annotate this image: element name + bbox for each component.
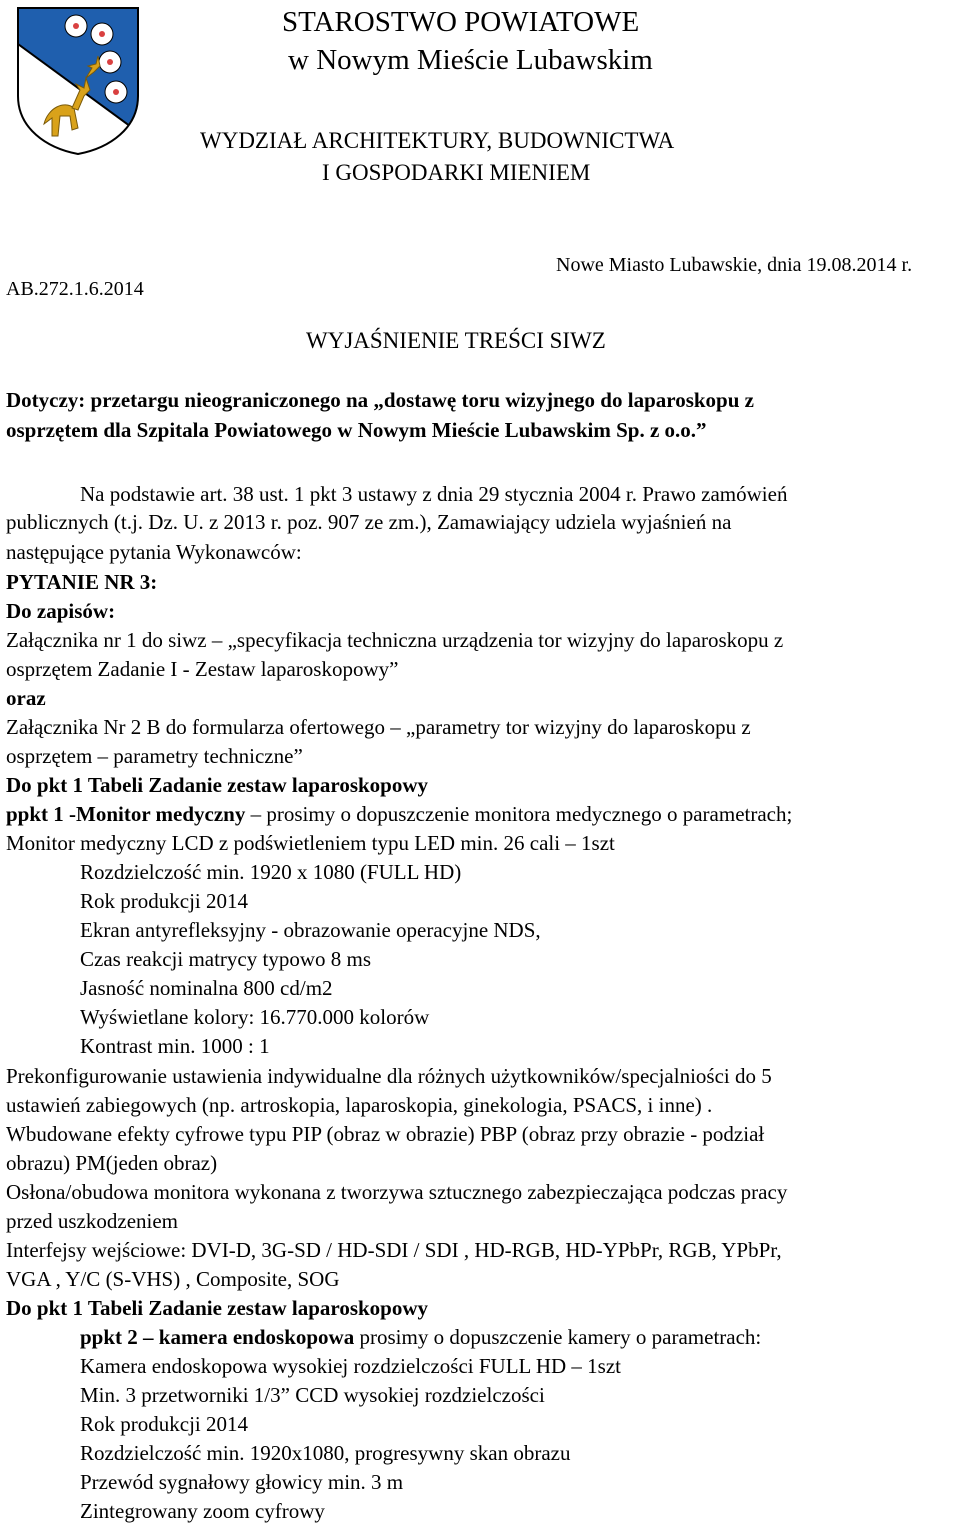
body-line: Załącznika Nr 2 B do formularza ofertowego – „parametry tor wizyjny do laparoskopu z	[6, 715, 751, 739]
camera-spec: Przewód sygnałowy głowicy min. 3 m	[80, 1470, 404, 1494]
org-name-line1: STAROSTWO POWIATOWE	[282, 6, 640, 38]
body-line: Osłona/obudowa monitora wykonana z tworzywa sztucznego zabezpieczająca podczas pracy	[6, 1180, 788, 1204]
department-line2: I GOSPODARKI MIENIEM	[322, 160, 591, 185]
question-subheading: Do zapisów:	[6, 599, 116, 623]
monitor-spec: Ekran antyrefleksyjny - obrazowanie operacyjne NDS,	[80, 918, 541, 942]
body-line: Na podstawie art. 38 ust. 1 pkt 3 ustawy z dnia 29 stycznia 2004 r. Prawo zamówień	[80, 482, 788, 506]
document-title: WYJAŚNIENIE TREŚCI SIWZ	[306, 328, 606, 353]
ppkt1-text: – prosimy o dopuszczenie monitora medycznego o parametrach;	[245, 802, 793, 826]
camera-spec: Kamera endoskopowa wysokiej rozdzielczości FULL HD – 1szt	[80, 1354, 621, 1378]
camera-spec: Min. 3 przetworniki 1/3” CCD wysokiej rozdzielczości	[80, 1383, 545, 1407]
subject-line1	[6, 388, 754, 413]
body-line: obrazu) PM(jeden obraz)	[6, 1151, 218, 1175]
ppkt2-line	[80, 1325, 761, 1350]
camera-spec: Rozdzielczość min. 1920x1080, progresywny skan obrazu	[80, 1441, 571, 1465]
body-line: Wbudowane efekty cyfrowe typu PIP (obraz w obrazie) PBP (obraz przy obrazie - podział	[6, 1122, 765, 1146]
place-and-date: Nowe Miasto Lubawskie, dnia 19.08.2014 r.	[556, 254, 913, 276]
body-line: VGA , Y/C (S-VHS) , Composite, SOG	[6, 1267, 340, 1291]
oraz-label: oraz	[6, 686, 46, 710]
body-line: osprzętem Zadanie I - Zestaw laparoskopowy”	[6, 657, 399, 681]
ppkt1-line	[6, 802, 792, 827]
section-heading: Do pkt 1 Tabeli Zadanie zestaw laparoskopowy	[6, 1296, 429, 1320]
ppkt2-label: ppkt 2 – kamera endoskopowa	[80, 1325, 355, 1349]
camera-spec: Rok produkcji 2014	[80, 1412, 248, 1436]
department-line1: WYDZIAŁ ARCHITEKTURY, BUDOWNICTWA	[200, 128, 675, 153]
body-line: publicznych (t.j. Dz. U. z 2013 r. poz. 907 ze zm.), Zamawiający udziela wyjaśnień na	[6, 510, 732, 534]
body-line: Interfejsy wejściowe: DVI-D, 3G-SD / HD-SDI / SDI , HD-RGB, HD-YPbPr, RGB, YPbPr,	[6, 1238, 782, 1262]
ppkt2-text: prosimy o dopuszczenie kamery o parametrach:	[354, 1325, 762, 1349]
camera-spec: Zintegrowany zoom cyfrowy	[80, 1499, 325, 1523]
monitor-spec: Wyświetlane kolory: 16.770.000 kolorów	[80, 1005, 430, 1029]
body-line: następujące pytania Wykonawców:	[6, 540, 302, 564]
body-line: Monitor medyczny LCD z podświetleniem typu LED min. 26 cali – 1szt	[6, 831, 615, 855]
section-heading: Do pkt 1 Tabeli Zadanie zestaw laparoskopowy	[6, 773, 429, 797]
monitor-spec: Jasność nominalna 800 cd/m2	[80, 976, 333, 1000]
question-heading: PYTANIE NR 3:	[6, 570, 158, 594]
monitor-spec: Kontrast min. 1000 : 1	[80, 1034, 270, 1058]
reference-number: AB.272.1.6.2014	[6, 278, 144, 300]
body-line: przed uszkodzeniem	[6, 1209, 179, 1233]
body-line: ustawień zabiegowych (np. artroskopia, laparoskopia, ginekologia, PSACS, i inne) .	[6, 1093, 713, 1117]
body-line: Załącznika nr 1 do siwz – „specyfikacja techniczna urządzenia tor wizyjny do laparoskopu z	[6, 628, 784, 652]
monitor-spec: Czas reakcji matrycy typowo 8 ms	[80, 947, 372, 971]
subject-text-1: Dotyczy: przetargu nieograniczonego na „dostawę toru wizyjnego do laparoskopu z	[6, 388, 754, 412]
subject-line2: osprzętem dla Szpitala Powiatowego w Nowym Mieście Lubawskim Sp. z o.o.”	[6, 418, 707, 442]
body-line: Prekonfigurowanie ustawienia indywidualne dla różnych użytkowników/specjalniości do 5	[6, 1064, 772, 1088]
ppkt1-label: ppkt 1 -Monitor medyczny	[6, 802, 246, 826]
org-name-line2: w Nowym Mieście Lubawskim	[288, 44, 653, 76]
monitor-spec: Rozdzielczość min. 1920 x 1080 (FULL HD)	[80, 860, 462, 884]
monitor-spec: Rok produkcji 2014	[80, 889, 248, 913]
body-line: osprzętem – parametry techniczne”	[6, 744, 303, 768]
coat-of-arms-logo	[14, 4, 142, 156]
